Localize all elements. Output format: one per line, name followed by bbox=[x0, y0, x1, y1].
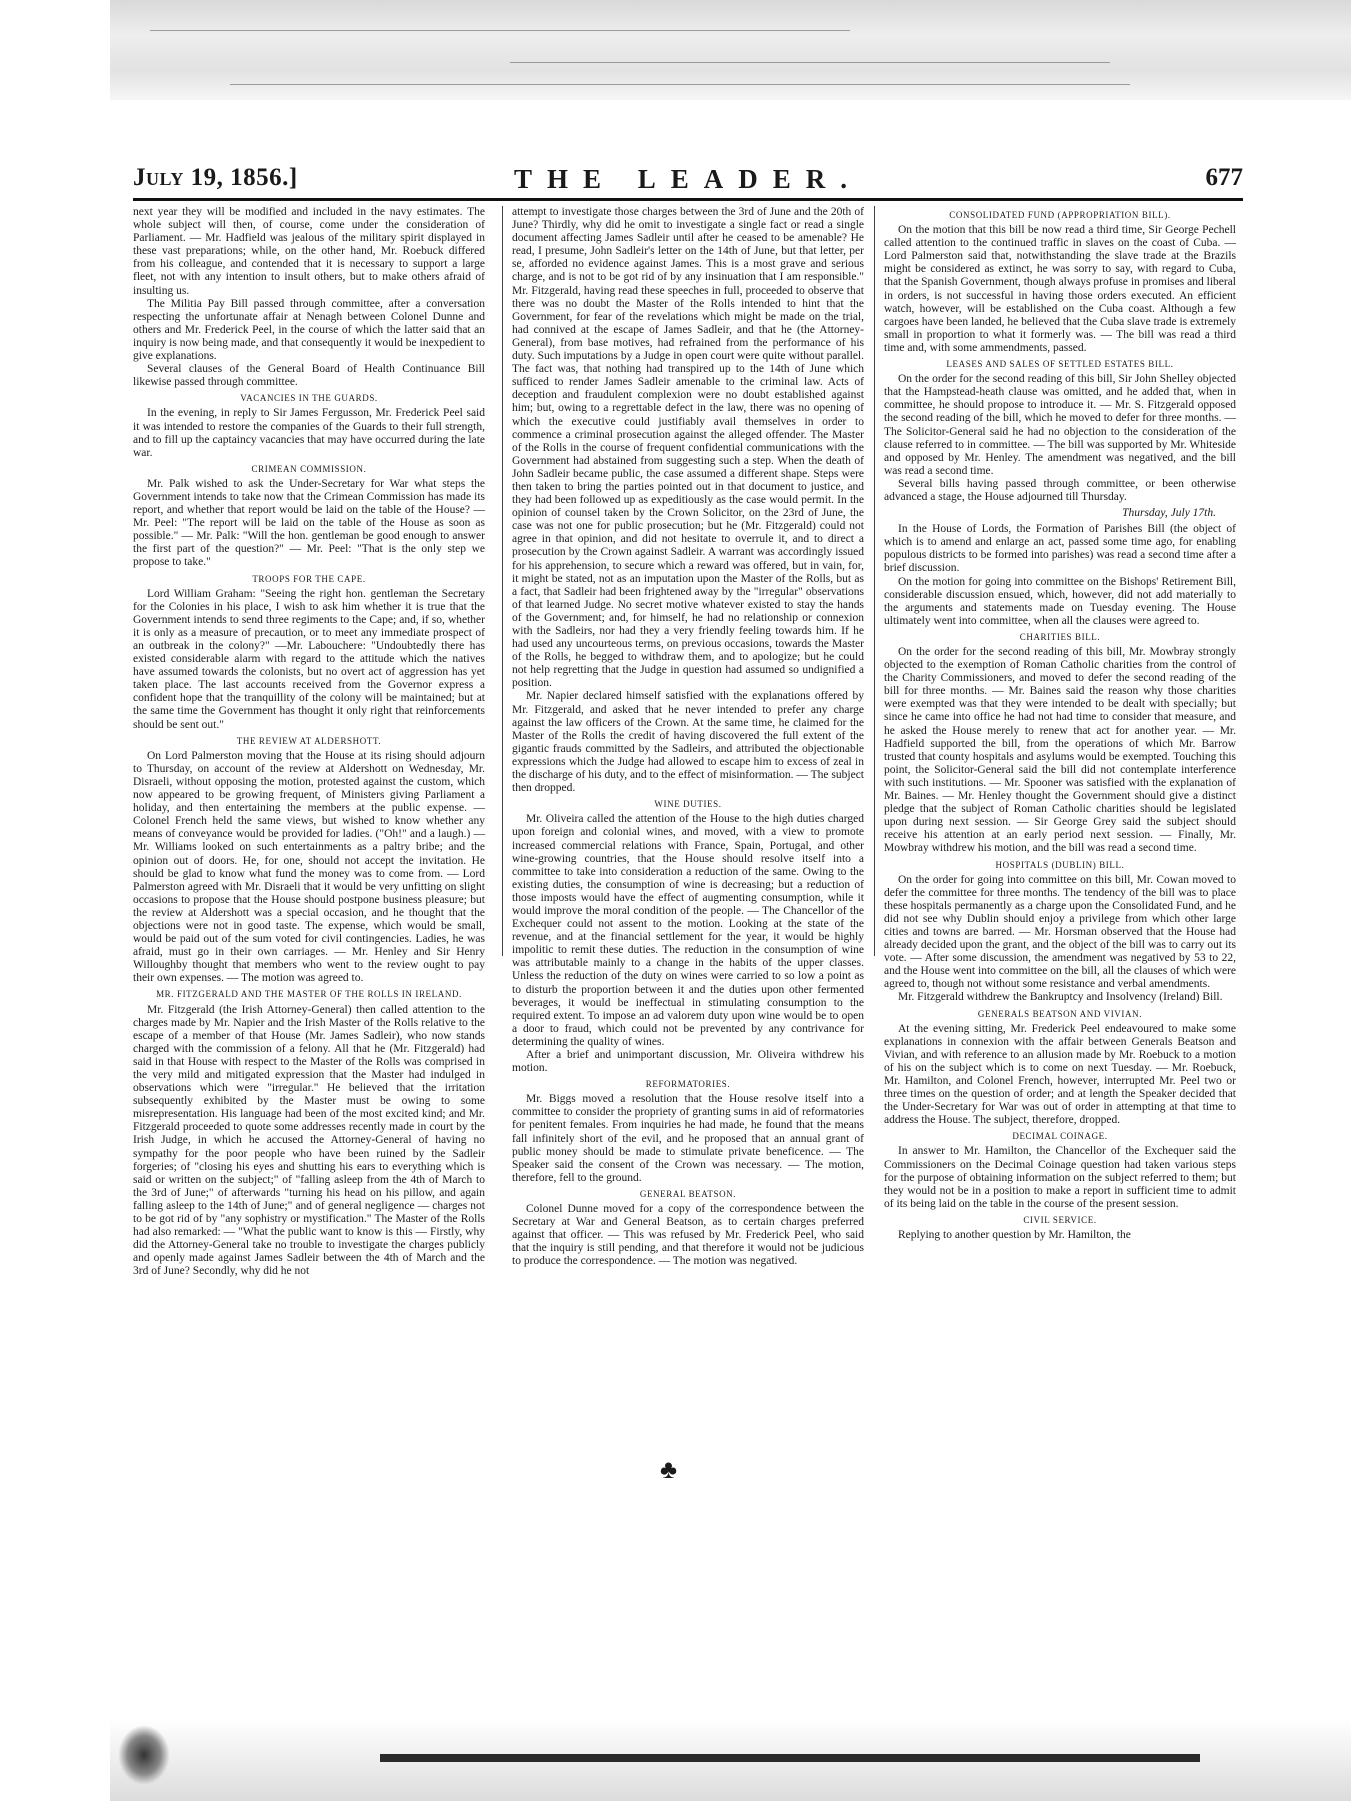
paragraph: On the motion for going into committee on the Bishops' Retirement Bill, considerable discussion ensued, which, however, did not add materially to the arguments and statements made on Tuesday evening. The House ultimately went into committee, when all the clauses were agreed to. bbox=[884, 575, 1236, 627]
section-heading: GENERAL BEATSON. bbox=[639, 1188, 737, 1199]
scan-bottom-rule bbox=[380, 1754, 1200, 1762]
section-heading: LEASES AND SALES OF SETTLED ESTATES BILL. bbox=[946, 359, 1174, 370]
section-heading: CHARITIES BILL. bbox=[1019, 631, 1101, 642]
paragraph: Several clauses of the General Board of Health Continuance Bill likewise passed through committee. bbox=[133, 363, 485, 389]
section-heading: REFORMATORIES. bbox=[645, 1079, 731, 1090]
scan-top-margin bbox=[110, 0, 1351, 100]
paragraph: Replying to another question by Mr. Hamilton, the bbox=[898, 1229, 1131, 1242]
section-heading: DECIMAL COINAGE. bbox=[1012, 1131, 1108, 1142]
section-heading: CRIMEAN COMMISSION. bbox=[251, 463, 367, 474]
column-1 bbox=[133, 206, 485, 1279]
ink-blot bbox=[118, 1725, 170, 1785]
paragraph: Lord William Graham: "Seeing the right hon. gentleman the Secretary for the Colonies in his place, I wish to ask him whether it is true that the Government intends to send three regiments to the Cape; and, if so, whether it is only as a measure of precaution, or to meet any immediate prospect of an outbreak in the colony?" —Mr. Labouchere: "Undoubtedly there has existed considerable alarm with regard to the attitude which the natives have assumed towards the colonists, but no overt act of aggression has yet taken place. The last accounts received from the Governor express a confident hope that the tranquillity of the colony will be maintained; but at the same time the Government has thought it only right that reinforcements should be sent out." bbox=[133, 587, 485, 731]
paragraph: On Lord Palmerston moving that the House at its rising should adjourn to Thursday, on account of the review at Aldershott on Wednesday, Mr. Disraeli, without opposing the motion, protested against the custom, which now appeared to be growing frequent, of Ministers giving Parliament a holiday, and then entertaining the members at the public expense. — Colonel French held the same views, but wished to know whether any means of conveyance would be provided for ladies. ("Oh!" and a laugh.) — Mr. Williams looked on such entertainments as a paltry bribe; and the opinion out of doors. He, for one, should not accept the invitation. He should be glad to know what fund the money was to come from. — Lord Palmerston agreed with Mr. Disraeli that it would be very unfitting on slight occasions to propose that the House should postpone business pleasure; but the review at Aldershott was a special occasion, and he thought that the objections were not in good taste. The expense, which would be small, would be paid out of the sum voted for civil contingencies. Ladies, he was afraid, must go in their own carriages. — Mr. Henley and Sir Henry Willoughby thought that members who went to the review ought to pay their own expenses. — The motion was agreed to. bbox=[133, 749, 485, 985]
section-heading: TROOPS FOR THE CAPE. bbox=[252, 573, 366, 584]
column-divider bbox=[874, 206, 875, 956]
printer-ornament-icon: ♣ bbox=[660, 1455, 678, 1484]
paragraph: On the order for going into committee on this bill, Mr. Cowan moved to defer the committee for three months. The tendency of the bill was to place these hospitals permanently as a charge upon the Consolidated Fund, and he did not see why Dublin should enjoy a privilege from which other large cities and towns are barred. — Mr. Horsman observed that the House had already decided upon the grant, and the object of the bill was to carry out its vote. — After some discussion, the amendment was negatived by 53 to 22, and the House went into committee on the bill, all the clauses of which were agreed to, though not without some resistance and verbal amendments. bbox=[884, 873, 1236, 991]
paragraph: In answer to Mr. Hamilton, the Chancellor of the Exchequer said the Commissioners on the Decimal Coinage question had taken various steps for the purpose of obtaining information on the subject referred to them; but they would not be in a position to make a report in sufficient time to admit of its being laid on the table in the course of the present session. bbox=[884, 1145, 1236, 1210]
paragraph: After a brief and unimportant discussion, Mr. Oliveira withdrew his motion. bbox=[512, 1049, 864, 1075]
paragraph: Several bills having passed through committee, or been otherwise advanced a stage, the House adjourned till Thursday. bbox=[884, 477, 1236, 503]
page-number: 677 bbox=[1205, 164, 1243, 191]
column-2 bbox=[512, 206, 864, 1269]
paragraph: Mr. Biggs moved a resolution that the House resolve itself into a committee to consider the propriety of granting sums in aid of reformatories for penitent females. From inquiries he had made, he found that the means fall infinitely short of the evil, and he proposed that an annual grant of public money should be made to stimulate private beneficence. — The Speaker said the consent of the Crown was necessary. — The motion, therefore, fell to the ground. bbox=[512, 1093, 864, 1184]
section-heading: GENERALS BEATSON AND VIVIAN. bbox=[977, 1008, 1143, 1019]
scan-artifact bbox=[230, 84, 1130, 85]
section-heading: CONSOLIDATED FUND (APPROPRIATION BILL). bbox=[949, 210, 1171, 220]
scan-artifact bbox=[510, 62, 1110, 63]
masthead-title: THE LEADER. bbox=[513, 164, 863, 194]
section-heading: WINE DUTIES. bbox=[654, 799, 722, 810]
paragraph: Mr. Fitzgerald withdrew the Bankruptcy and Insolvency (Ireland) Bill. bbox=[898, 991, 1223, 1004]
dateline: Thursday, July 17th. bbox=[1122, 507, 1216, 520]
section-heading: CIVIL SERVICE. bbox=[1023, 1214, 1097, 1225]
header-rule bbox=[133, 198, 1243, 201]
scan-artifact bbox=[150, 30, 850, 31]
paragraph: In the House of Lords, the Formation of Parishes Bill (the object of which is to amend and enlarge an act, passed some time ago, for enabling populous districts to be formed into parishes) was read a second time after a brief discussion. bbox=[884, 523, 1236, 575]
issue-date: July 19, 1856.] bbox=[133, 164, 298, 191]
page-header bbox=[133, 164, 1243, 192]
section-heading: THE REVIEW AT ALDERSHOTT. bbox=[236, 735, 382, 746]
section-heading: MR. FITZGERALD AND THE MASTER OF THE ROLLS IN IRELAND. bbox=[156, 989, 462, 1000]
column-divider bbox=[502, 206, 503, 956]
paragraph: Mr. Napier declared himself satisfied with the explanations offered by Mr. Fitzgerald, and asked that he never intended to prefer any charge against the law officers of the Crown. At the same time, he claimed for the Master of the Rolls the credit of having discovered the full extent of the gigantic frauds committed by the Sadleirs, and attributed the objectionable expressions which the Judge had allowed to escape him to excess of zeal in the discharge of his duty, and to the effect of misinformation. — The subject then dropped. bbox=[512, 690, 864, 795]
paragraph: Colonel Dunne moved for a copy of the correspondence between the Secretary at War and General Beatson, as to certain charges preferred against that officer. — This was refused by Mr. Frederick Peel, who said that the inquiry is still pending, and that therefore it would not be judicious to produce the correspondence. — The motion was negatived. bbox=[512, 1203, 864, 1268]
paragraph: The Militia Pay Bill passed through committee, after a conversation respecting the unfortunate affair at Nenagh between Colonel Dunne and others and Mr. Frederick Peel, in the course of which the latter said that an inquiry is now being made, and that consequently it would be inexpedient to give explanations. bbox=[133, 297, 485, 363]
section-heading: HOSPITALS (DUBLIN) BILL. bbox=[995, 859, 1125, 870]
paragraph: In the evening, in reply to Sir James Fergusson, Mr. Frederick Peel said it was intended to restore the companies of the Guards to their full strength, and to fill up the captaincy vacancies that may have occurred during the late war. bbox=[133, 407, 485, 459]
paragraph: Mr. Fitzgerald (the Irish Attorney-General) then called attention to the charges made by Mr. Napier and the Irish Master of the Rolls relative to the escape of a member of that House (Mr. James Sadleir), who now stands charged with the commission of a felony. All that he (Mr. Fitzgerald) had said in that House with respect to the Master of the Rolls was comprised in the very mild and mitigated expression that the Master had indulged in observations which were "irregular." He believed that the irritation subsequently exhibited by the Master must be owing to some misrepresentation. His language had been of the most excited kind; and Mr. Fitzgerald proceeded to quote some addresses recently made in court by the Irish Judge, in which he accused the Attorney-General of having no sympathy for the poor people who have been ruined by the Sadleir forgeries; of "closing his eyes and shutting his ears to everything which is said or written on the subject;" of "falling asleep from the 4th of March to the 3rd of June;" of afterwards "turning his head on his pillow, and again falling asleep to the 14th of June;" and of general negligence — charges not to be got rid of by "any sophistry or mystification." The Master of the Rolls had also remarked: — "What the public want to know is this — Firstly, why did the Attorney-General take no trouble to investigate the charges publicly and openly made against James Sadleir between the 4th of March and the 3rd of June? Secondly, why did he not bbox=[133, 1003, 485, 1278]
column-3 bbox=[884, 206, 1236, 1242]
paragraph: Mr. Palk wished to ask the Under-Secretary for War what steps the Government intends to take now that the Crimean Commission has made its report, and whether that report would be laid on the table of the House? — Mr. Peel: "The report will be laid on the table of the House as soon as possible." — Mr. Palk: "Will the hon. gentleman be good enough to answer the first part of the question?" — Mr. Peel: "That is the only step we propose to take." bbox=[133, 477, 485, 569]
paragraph: next year they will be modified and included in the navy estimates. The whole subject will then, of course, come under the consideration of Parliament. — Mr. Hadfield was jealous of the military spirit displayed in these vast preparations; while, on the other hand, Mr. Roebuck differed from his colleague, and contended that it is necessary to support a large fleet, not with any intention to insult others, but to make others afraid of insulting us. bbox=[133, 206, 485, 297]
paragraph: On the order for the second reading of this bill, Mr. Mowbray strongly objected to the exemption of Roman Catholic charities from the control of the Charity Commissioners, and moved to defer the second reading of the bill for three months. — Mr. Baines said the reason why those charities were exempted was that they were intended to be dealt with specially; but since he came into office he had not had time to consider that measure, and he asked the House merely to renew that act for another year. — Mr. Hadfield supported the bill, from the operations of which Mr. Barrow trusted that county hospitals and asylums would be exempted. Touching this point, the Solicitor-General said the bill did not contemplate interference with such institutions. — Mr. Spooner was satisfied with the explanation of Mr. Baines. — Mr. Henley thought the Government should give a distinct pledge that the subject of Roman Catholic charities should be legislated upon during next session. — Sir George Grey said the subject should receive his attention at an early period next session. — Finally, Mr. Mowbray withdrew his motion, and the bill was read a second time. bbox=[884, 646, 1236, 855]
paragraph: attempt to investigate those charges between the 3rd of June and the 20th of June? Thirdly, why did he omit to investigate a single fact or read a single document affecting James Sadleir until after he ceased to be amenable? He read, I presume, John Sadleir's letter on the 14th of June, but that letter, per se, afforded no evidence against James. This is a most grave and serious charge, and is not to be got rid of by any insinuation that I am responsible." Mr. Fitzgerald, having read these speeches in full, proceeded to observe that there was no doubt the Master of the Rolls intended to hint that the Government, for fear of the revelations which might be made on the trial, had connived at the escape of James Sadleir, and that he (the Attorney-General), from base motives, had refrained from the performance of his duty. Such imputations by a Judge in open court were quite without parallel. The fact was, that nothing had transpired up to the 14th of June which sufficed to render James Sadleir amenable to the criminal law. Acts of deception and fraudulent complexion were no doubt established against him; but, owing to a regrettable defect in the law, there was no opening of which the executive could justifiably avail themselves in order to commence a criminal prosecution against the alleged offender. The Master of the Rolls in the course of frequent confidential communications with the Government had abstained from suggesting such a step. When the death of John Sadleir became public, the case assumed a different shape. Steps were then taken to bring the parties pointed out in that document to justice, and they had been followed up as expeditiously as the case would permit. In the opinion of counsel taken by the Crown Solicitor, on the 23rd of June, the case was not one for public prosecution; but he (Mr. Fitzgerald) could not agree in that opinion, and did not hesitate to overrule it, and to direct a prosecution by the Crown against Sadleir. A warrant was accordingly issued for his apprehension, to secure which a reward was offered, but in vain, for, it might be stated, not as an imputation upon the Master of the Rolls, but as a fact, that Sadleir had been frightened away by the "irregular" observations of that learned Judge. No secret motive whatever existed to stay the hands of the Government; and, for himself, he had no relationship or connexion with the Sadleirs, nor had they a very friendly feeling towards him. If he had used any uncourteous terms, on previous occasions, towards the Master of the Rolls, he begged to withdraw them, and to apologize; but he could not help regretting that the Judge in question had assumed so undignified a position. bbox=[512, 206, 864, 690]
paragraph: At the evening sitting, Mr. Frederick Peel endeavoured to make some explanations in connexion with the affair between Generals Beatson and Vivian, and with reference to an allusion made by Mr. Roebuck to a motion of his on the subject which is to come on next Tuesday. — Mr. Roebuck, Mr. Hamilton, and Colonel French, however, interrupted Mr. Peel two or three times on the question of order; and at length the Speaker decided that the Under-Secretary for War was out of order in attempting at that time to address the House. The subject, therefore, dropped. bbox=[884, 1022, 1236, 1127]
paragraph: On the motion that this bill be now read a third time, Sir George Pechell called attention to the continued traffic in slaves on the coast of Cuba. — Lord Palmerston said that, notwithstanding the slave trade at the Brazils might be considered as extinct, he was sorry to say, with regard to Cuba, that the Spanish Government, though always profuse in promises and liberal in orders, is not successful in having those orders executed. An efficient watch, however, will be established on the Cuba coast. Although a few cargoes have been landed, he believed that the Cuba slave trade is extremely small in proportion to what it formerly was. — The bill was read a third time and, with some ammendments, passed. bbox=[884, 224, 1236, 354]
paragraph: Mr. Oliveira called the attention of the House to the high duties charged upon foreign and colonial wines, and moved, with a view to promote increased commercial relations with France, Spain, Portugal, and other wine-growing countries, that the House should resolve itself into a committee to take into consideration a reduction of the same. Owing to the existing duties, the consumption of wine is decreasing; but a reduction of those imposts would have the effect of augmenting consumption, while it would improve the moral condition of the people. — The Chancellor of the Exchequer could not assent to the motion. Looking at the state of the revenue, and at the financial settlement for the year, it would be highly impolitic to remit these duties. The reduction in the consumption of wine was attributable mainly to a change in the habits of the upper classes. Unless the reduction of the duty on wines were carried to so low a point as to disturb the proportion between it and the duties upon other fermented beverages, it would be ineffectual in stimulating consumption to the required extent. To impose an ad valorem duty upon wine would be to open a door to fraud, which could not be prevented by any contrivance for determining the quality of wines. bbox=[512, 813, 864, 1048]
section-heading: VACANCIES IN THE GUARDS. bbox=[240, 393, 378, 404]
paragraph: On the order for the second reading of this bill, Sir John Shelley objected that the Hampstead-heath clause was omitted, and he added that, when in committee, he should propose to introduce it. — Mr. S. Fitzgerald opposed the second reading of the bill, which he moved to defer for three months. — The Solicitor-General said he had no objection to the consideration of the clause referred to in committee. — The bill was supported by Mr. Whiteside and opposed by Mr. Henley. The amendment was negatived, and the bill was read a second time. bbox=[884, 373, 1236, 477]
